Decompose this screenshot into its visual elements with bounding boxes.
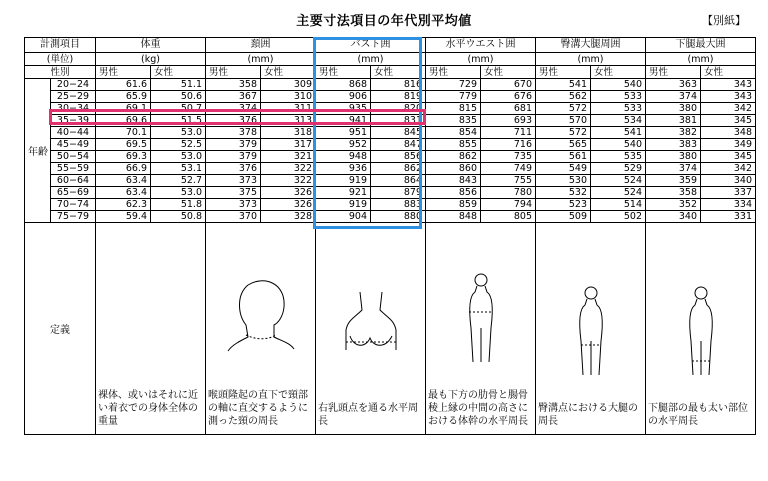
value-cell: 382 bbox=[646, 127, 701, 139]
value-cell: 779 bbox=[426, 91, 481, 103]
value-cell: 735 bbox=[481, 151, 536, 163]
sex-male-header: 男性 bbox=[426, 66, 481, 79]
value-cell: 53.0 bbox=[151, 127, 206, 139]
value-cell: 380 bbox=[646, 151, 701, 163]
value-cell: 935 bbox=[316, 103, 371, 115]
value-cell: 69.5 bbox=[96, 139, 151, 151]
value-cell: 374 bbox=[646, 163, 701, 175]
value-cell: 322 bbox=[261, 163, 316, 175]
value-cell: 59.4 bbox=[96, 211, 151, 223]
definition-cell bbox=[646, 223, 756, 435]
value-cell: 376 bbox=[206, 163, 261, 175]
bust-figure-icon bbox=[336, 290, 406, 380]
value-cell: 359 bbox=[646, 175, 701, 187]
sex-female-header: 女性 bbox=[371, 66, 426, 79]
col-waist: 水平ウエスト囲 bbox=[426, 38, 536, 53]
unit-waist: (mm) bbox=[426, 53, 536, 66]
definition-text: 臀溝点における大腿の周長 bbox=[538, 403, 638, 427]
value-cell: 337 bbox=[701, 187, 756, 199]
value-cell: 868 bbox=[316, 79, 371, 91]
age-group-cell: 40−44 bbox=[51, 127, 96, 139]
sex-male-header: 男性 bbox=[316, 66, 371, 79]
value-cell: 311 bbox=[261, 103, 316, 115]
definition-label: 定義 bbox=[25, 223, 96, 435]
value-cell: 780 bbox=[481, 187, 536, 199]
value-cell: 523 bbox=[536, 199, 591, 211]
definition-text: 裸体、或いはそれに近い着衣での身体全体の重量 bbox=[98, 390, 198, 427]
value-cell: 859 bbox=[426, 199, 481, 211]
sex-female-header: 女性 bbox=[481, 66, 536, 79]
value-cell: 952 bbox=[316, 139, 371, 151]
col-bust: バスト囲 bbox=[316, 38, 426, 53]
value-cell: 358 bbox=[206, 79, 261, 91]
value-cell: 816 bbox=[371, 79, 426, 91]
value-cell: 533 bbox=[591, 103, 646, 115]
value-cell: 864 bbox=[371, 175, 426, 187]
age-group-cell: 20−24 bbox=[51, 79, 96, 91]
value-cell: 562 bbox=[536, 91, 591, 103]
value-cell: 862 bbox=[426, 151, 481, 163]
value-cell: 326 bbox=[261, 187, 316, 199]
value-cell: 363 bbox=[646, 79, 701, 91]
value-cell: 514 bbox=[591, 199, 646, 211]
value-cell: 533 bbox=[591, 91, 646, 103]
sex-female-header: 女性 bbox=[151, 66, 206, 79]
sex-male-header: 男性 bbox=[206, 66, 261, 79]
value-cell: 540 bbox=[591, 139, 646, 151]
value-cell: 69.1 bbox=[96, 103, 151, 115]
value-cell: 381 bbox=[646, 115, 701, 127]
unit-neck: (mm) bbox=[206, 53, 316, 66]
value-cell: 951 bbox=[316, 127, 371, 139]
value-cell: 941 bbox=[316, 115, 371, 127]
value-cell: 383 bbox=[646, 139, 701, 151]
waist-figure-icon bbox=[451, 272, 511, 367]
value-cell: 879 bbox=[371, 187, 426, 199]
value-cell: 373 bbox=[206, 175, 261, 187]
sex-male-header: 男性 bbox=[646, 66, 701, 79]
value-cell: 313 bbox=[261, 115, 316, 127]
value-cell: 532 bbox=[536, 187, 591, 199]
definition-cell bbox=[206, 223, 316, 435]
definition-row bbox=[25, 223, 756, 435]
value-cell: 880 bbox=[371, 211, 426, 223]
value-cell: 755 bbox=[481, 175, 536, 187]
value-cell: 906 bbox=[316, 91, 371, 103]
value-cell: 310 bbox=[261, 91, 316, 103]
value-cell: 53.0 bbox=[151, 151, 206, 163]
value-cell: 535 bbox=[591, 151, 646, 163]
value-cell: 65.9 bbox=[96, 91, 151, 103]
value-cell: 345 bbox=[701, 115, 756, 127]
value-cell: 367 bbox=[206, 91, 261, 103]
value-cell: 815 bbox=[426, 103, 481, 115]
value-cell: 51.1 bbox=[151, 79, 206, 91]
value-cell: 856 bbox=[426, 187, 481, 199]
value-cell: 549 bbox=[536, 163, 591, 175]
value-cell: 848 bbox=[426, 211, 481, 223]
definition-text: 右乳頭点を通る水平周長 bbox=[318, 403, 418, 427]
value-cell: 711 bbox=[481, 127, 536, 139]
value-cell: 340 bbox=[701, 175, 756, 187]
value-cell: 69.3 bbox=[96, 151, 151, 163]
value-cell: 856 bbox=[371, 151, 426, 163]
value-cell: 69.6 bbox=[96, 115, 151, 127]
value-cell: 52.7 bbox=[151, 175, 206, 187]
value-cell: 374 bbox=[646, 91, 701, 103]
value-cell: 572 bbox=[536, 103, 591, 115]
value-cell: 348 bbox=[701, 127, 756, 139]
value-cell: 53.0 bbox=[151, 187, 206, 199]
value-cell: 502 bbox=[591, 211, 646, 223]
value-cell: 904 bbox=[316, 211, 371, 223]
value-cell: 936 bbox=[316, 163, 371, 175]
value-cell: 540 bbox=[591, 79, 646, 91]
age-group-cell: 50−54 bbox=[51, 151, 96, 163]
value-cell: 378 bbox=[206, 127, 261, 139]
value-cell: 541 bbox=[591, 127, 646, 139]
value-cell: 794 bbox=[481, 199, 536, 211]
highlight-30-34-row bbox=[49, 109, 426, 125]
value-cell: 524 bbox=[591, 175, 646, 187]
value-cell: 862 bbox=[371, 163, 426, 175]
value-cell: 919 bbox=[316, 175, 371, 187]
value-cell: 340 bbox=[646, 211, 701, 223]
unit-thigh: (mm) bbox=[536, 53, 646, 66]
value-cell: 565 bbox=[536, 139, 591, 151]
value-cell: 379 bbox=[206, 151, 261, 163]
value-cell: 670 bbox=[481, 79, 536, 91]
highlight-bust-column bbox=[313, 37, 422, 229]
value-cell: 342 bbox=[701, 163, 756, 175]
value-cell: 345 bbox=[701, 151, 756, 163]
value-cell: 948 bbox=[316, 151, 371, 163]
definition-cell bbox=[316, 223, 426, 435]
value-cell: 375 bbox=[206, 187, 261, 199]
value-cell: 61.6 bbox=[96, 79, 151, 91]
value-cell: 317 bbox=[261, 139, 316, 151]
sex-female-header: 女性 bbox=[701, 66, 756, 79]
age-label: 年齢 bbox=[25, 79, 51, 223]
value-cell: 349 bbox=[701, 139, 756, 151]
col-neck: 頚囲 bbox=[206, 38, 316, 53]
value-cell: 572 bbox=[536, 127, 591, 139]
definition-text: 最も下方の肋骨と腸骨稜上縁の中間の高さにおける体幹の水平周長 bbox=[428, 390, 528, 427]
age-group-cell: 75−79 bbox=[51, 211, 96, 223]
value-cell: 860 bbox=[426, 163, 481, 175]
value-cell: 358 bbox=[646, 187, 701, 199]
value-cell: 380 bbox=[646, 103, 701, 115]
col-calf: 下腿最大囲 bbox=[646, 38, 756, 53]
value-cell: 66.9 bbox=[96, 163, 151, 175]
sex-male-header: 男性 bbox=[536, 66, 591, 79]
value-cell: 805 bbox=[481, 211, 536, 223]
value-cell: 676 bbox=[481, 91, 536, 103]
value-cell: 342 bbox=[701, 103, 756, 115]
value-cell: 322 bbox=[261, 175, 316, 187]
age-group-cell: 55−59 bbox=[51, 163, 96, 175]
col-weight: 体重 bbox=[96, 38, 206, 53]
sex-female-header: 女性 bbox=[591, 66, 646, 79]
value-cell: 343 bbox=[701, 79, 756, 91]
value-cell: 729 bbox=[426, 79, 481, 91]
value-cell: 62.3 bbox=[96, 199, 151, 211]
page-title: 主要寸法項目の年代別平均値 bbox=[296, 14, 472, 29]
value-cell: 831 bbox=[371, 115, 426, 127]
age-group-cell: 35−39 bbox=[51, 115, 96, 127]
value-cell: 318 bbox=[261, 127, 316, 139]
unit-label: (単位) bbox=[25, 53, 96, 66]
definition-cell bbox=[536, 223, 646, 435]
value-cell: 820 bbox=[371, 103, 426, 115]
value-cell: 561 bbox=[536, 151, 591, 163]
value-cell: 343 bbox=[701, 91, 756, 103]
value-cell: 70.1 bbox=[96, 127, 151, 139]
definition-cell bbox=[96, 223, 206, 435]
definition-text: 喉頭隆起の直下で頸部の軸に直交するように測った頸の周長 bbox=[208, 390, 308, 427]
value-cell: 509 bbox=[536, 211, 591, 223]
value-cell: 309 bbox=[261, 79, 316, 91]
value-cell: 681 bbox=[481, 103, 536, 115]
value-cell: 541 bbox=[536, 79, 591, 91]
age-group-cell: 45−49 bbox=[51, 139, 96, 151]
value-cell: 63.4 bbox=[96, 187, 151, 199]
value-cell: 331 bbox=[701, 211, 756, 223]
value-cell: 524 bbox=[591, 187, 646, 199]
sex-label: 性別 bbox=[25, 66, 96, 79]
unit-bust: (mm) bbox=[316, 53, 426, 66]
value-cell: 819 bbox=[371, 91, 426, 103]
value-cell: 334 bbox=[701, 199, 756, 211]
value-cell: 321 bbox=[261, 151, 316, 163]
value-cell: 352 bbox=[646, 199, 701, 211]
unit-weight: (kg) bbox=[96, 53, 206, 66]
age-group-cell: 30−34 bbox=[51, 103, 96, 115]
value-cell: 921 bbox=[316, 187, 371, 199]
value-cell: 716 bbox=[481, 139, 536, 151]
value-cell: 845 bbox=[371, 127, 426, 139]
value-cell: 328 bbox=[261, 211, 316, 223]
value-cell: 51.5 bbox=[151, 115, 206, 127]
value-cell: 693 bbox=[481, 115, 536, 127]
value-cell: 847 bbox=[371, 139, 426, 151]
value-cell: 374 bbox=[206, 103, 261, 115]
value-cell: 53.1 bbox=[151, 163, 206, 175]
neck-figure-icon bbox=[226, 277, 296, 367]
value-cell: 534 bbox=[591, 115, 646, 127]
value-cell: 51.8 bbox=[151, 199, 206, 211]
value-cell: 379 bbox=[206, 139, 261, 151]
calf-figure-icon bbox=[671, 285, 731, 380]
item-label: 計測項目 bbox=[25, 38, 96, 53]
sex-male-header: 男性 bbox=[96, 66, 151, 79]
value-cell: 52.5 bbox=[151, 139, 206, 151]
unit-calf: (mm) bbox=[646, 53, 756, 66]
value-cell: 326 bbox=[261, 199, 316, 211]
value-cell: 843 bbox=[426, 175, 481, 187]
sex-female-header: 女性 bbox=[261, 66, 316, 79]
definition-cell bbox=[426, 223, 536, 435]
value-cell: 570 bbox=[536, 115, 591, 127]
value-cell: 63.4 bbox=[96, 175, 151, 187]
age-group-cell: 65−69 bbox=[51, 187, 96, 199]
age-group-cell: 25−29 bbox=[51, 91, 96, 103]
value-cell: 50.6 bbox=[151, 91, 206, 103]
age-group-cell: 70−74 bbox=[51, 199, 96, 211]
value-cell: 883 bbox=[371, 199, 426, 211]
value-cell: 530 bbox=[536, 175, 591, 187]
thigh-figure-icon bbox=[561, 285, 621, 380]
age-group-cell: 60−64 bbox=[51, 175, 96, 187]
value-cell: 373 bbox=[206, 199, 261, 211]
value-cell: 370 bbox=[206, 211, 261, 223]
definition-text: 下腿部の最も太い部位の水平周長 bbox=[648, 403, 748, 427]
col-thigh: 臀溝大腿周囲 bbox=[536, 38, 646, 53]
value-cell: 50.7 bbox=[151, 103, 206, 115]
value-cell: 855 bbox=[426, 139, 481, 151]
value-cell: 749 bbox=[481, 163, 536, 175]
attachment-label: 【別紙】 bbox=[702, 14, 746, 27]
value-cell: 376 bbox=[206, 115, 261, 127]
value-cell: 835 bbox=[426, 115, 481, 127]
value-cell: 854 bbox=[426, 127, 481, 139]
value-cell: 919 bbox=[316, 199, 371, 211]
value-cell: 529 bbox=[591, 163, 646, 175]
value-cell: 50.8 bbox=[151, 211, 206, 223]
